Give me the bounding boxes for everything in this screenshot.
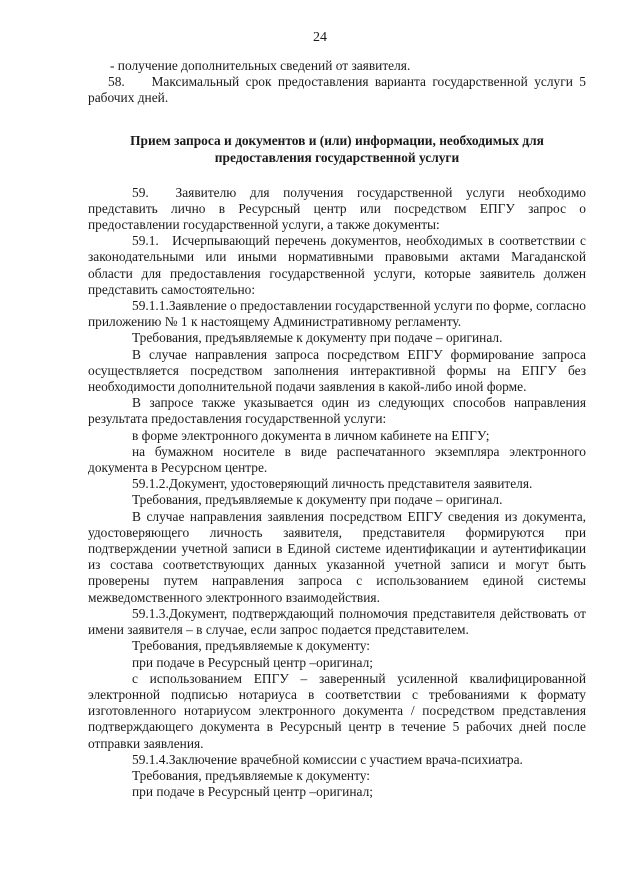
paragraph: В запросе также указывается один из следующих способов направления результата предоставления государственной услуги: <box>88 395 586 427</box>
document-body <box>88 58 586 800</box>
paragraph: при подаче в Ресурсный центр –оригинал; <box>132 654 373 670</box>
section-heading: Прием запроса и документов и (или) информации, необходимых для предоставления государственной услуги <box>130 132 544 165</box>
paragraph: при подаче в Ресурсный центр –оригинал; <box>132 784 373 800</box>
paragraph-59-1-2: 59.1.2.Документ, удостоверяющий личность представителя заявителя. <box>132 476 533 492</box>
paragraph: В случае направления запроса посредством ЕПГУ формирование запроса осуществляется посредством заполнения интерактивной формы на ЕПГУ без необходимости дополнительной подачи заявления в какой-либо иной форме. <box>88 346 586 395</box>
paragraph: на бумажном носителе в виде распечатанного экземпляра электронного документа в Ресурсном центре. <box>88 443 586 476</box>
paragraph-59-1-4: 59.1.4.Заключение врачебной комиссии с участием врача-психиатра. <box>132 751 523 767</box>
paragraph: Требования, предъявляемые к документу при подаче – оригинал. <box>132 330 503 346</box>
paragraph-59-1-3: 59.1.3.Документ, подтверждающий полномочия представителя действовать от имени заявителя – в случае, если запрос подается представителем. <box>88 605 586 638</box>
paragraph-58: 58. Максимальный срок предоставления варианта государственной услуги 5 рабочих дней. <box>88 74 586 106</box>
paragraph: с использованием ЕПГУ – заверенный усиленной квалифицированной электронной подписью нотариуса в соответствии с требованиями к формату изготовленного нотариусом электронного документа / посредством представления подтверждающего документа в Ресурсный центр в течение 5 рабочих дней после отправки заявления. <box>88 670 586 751</box>
paragraph: - получение дополнительных сведений от заявителя. <box>110 58 411 73</box>
paragraph: Требования, предъявляемые к документу при подаче – оригинал. <box>132 492 503 508</box>
paragraph-59-1: 59.1. Исчерпывающий перечень документов, необходимых в соответствии с законодательными или иными нормативными правовыми актами Магаданской области для предоставления государственной услуги, которые заявитель должен представить самостоятельно: <box>88 233 586 297</box>
paragraph: Требования, предъявляемые к документу: <box>132 638 371 654</box>
paragraph-59: 59. Заявителю для получения государственной услуги необходимо представить лично в Ресурсный центр или посредством ЕПГУ запрос о предоставлении государственной услуги, а также документы: <box>88 184 586 233</box>
paragraph: Требования, предъявляемые к документу: <box>132 767 371 783</box>
page-number: 24 <box>313 30 327 45</box>
paragraph: в форме электронного документа в личном кабинете на ЕПГУ; <box>132 427 490 443</box>
paragraph-59-1-1: 59.1.1.Заявление о предоставлении государственной услуги по форме, согласно приложению № 1 к настоящему Административному регламенту. <box>88 298 586 330</box>
paragraph: В случае направления заявления посредством ЕПГУ сведения из документа, удостоверяющего личность заявителя, представителя формируются при подтверждении учетной записи в Единой системе идентификации и аутентификации из состава соответствующих данных указанной учетной записи и могут быть проверены путем направления запроса с использованием единой системы межведомственного электронного взаимодействия. <box>88 508 586 605</box>
